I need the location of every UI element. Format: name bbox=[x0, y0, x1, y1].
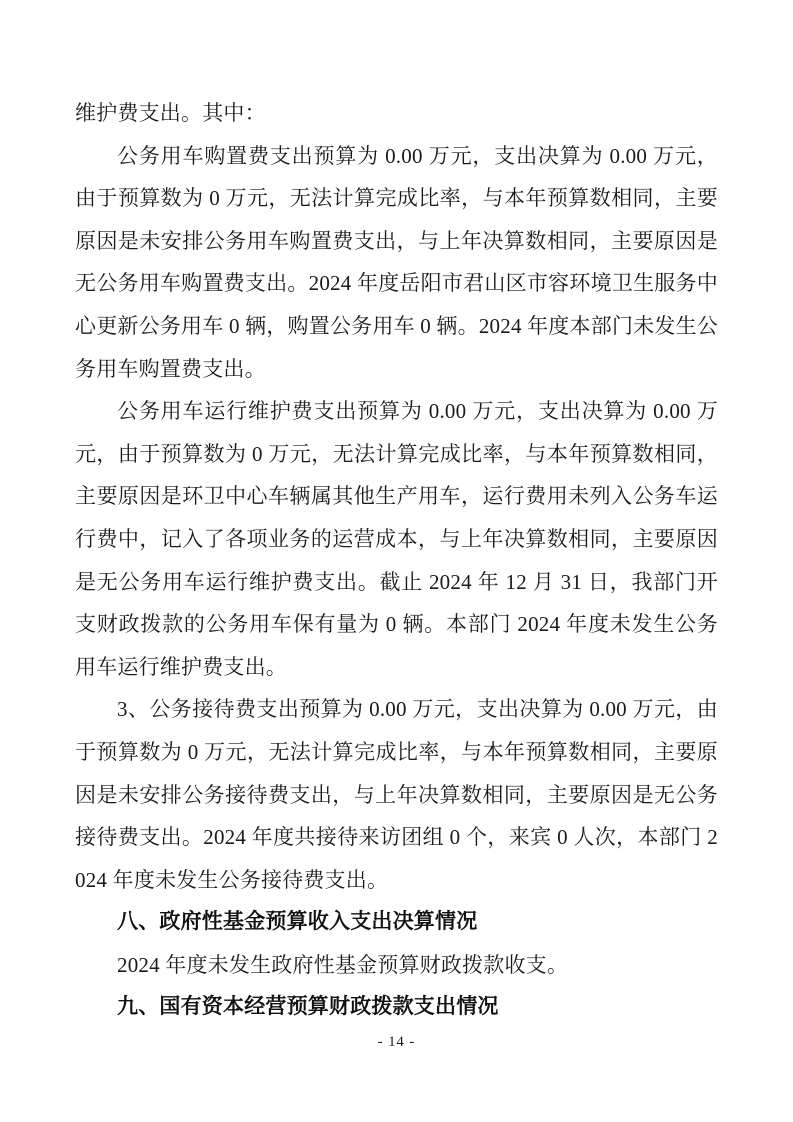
paragraph-vehicle-purchase-expense: 公务用车购置费支出预算为 0.00 万元，支出决算为 0.00 万元，由于预算数为 0 万元，无法计算完成比率，与本年预算数相同，主要原因是未安排公务用车购置费支出，与上年决算数相同，主要原因是无公务用车购置费支出。2024 年度岳阳市君山区市容环境卫生服务中心更新公务用车 0 辆，购置公务用车 0 辆。2024 年度本部门未发生公务用车购置费支出。 bbox=[75, 143, 718, 381]
paragraph-continuation: 维护费支出。其中： bbox=[75, 101, 266, 125]
paragraph-official-reception-expense: 3、公务接待费支出预算为 0.00 万元，支出决算为 0.00 万元，由于预算数为 0 万元，无法计算完成比率，与本年预算数相同，主要原因是未安排公务接待费支出，与上年决算数相同，主要原因是无公务接待费支出。2024 年度共接待来访团组 0 个，来宾 0 人次，本部门 2024 年度未发生公务接待费支出。 bbox=[75, 697, 718, 892]
document-body bbox=[75, 92, 718, 1029]
paragraph-government-fund: 2024 年度未发生政府性基金预算财政拨款收支。 bbox=[117, 952, 569, 977]
page-number: - 14 - bbox=[377, 1034, 416, 1050]
paragraph-vehicle-operation-expense: 公务用车运行维护费支出预算为 0.00 万元，支出决算为 0.00 万元，由于预算数为 0 万元，无法计算完成比率，与本年预算数相同，主要原因是环卫中心车辆属其他生产用车，运行费用未列入公务车运行费中，记入了各项业务的运营成本，与上年决算数相同，主要原因是无公务用车运行维护费支出。截止 2024 年 12 月 31 日，我部门开支财政拨款的公务用车保有量为 0 辆。本部门 2024 年度未发生公务用车运行维护费支出。 bbox=[75, 399, 718, 679]
section-heading-9-state-capital: 九、国有资本经营预算财政拨款支出情况 bbox=[117, 995, 499, 1019]
section-heading-8-government-fund: 八、政府性基金预算收入支出决算情况 bbox=[117, 910, 478, 934]
